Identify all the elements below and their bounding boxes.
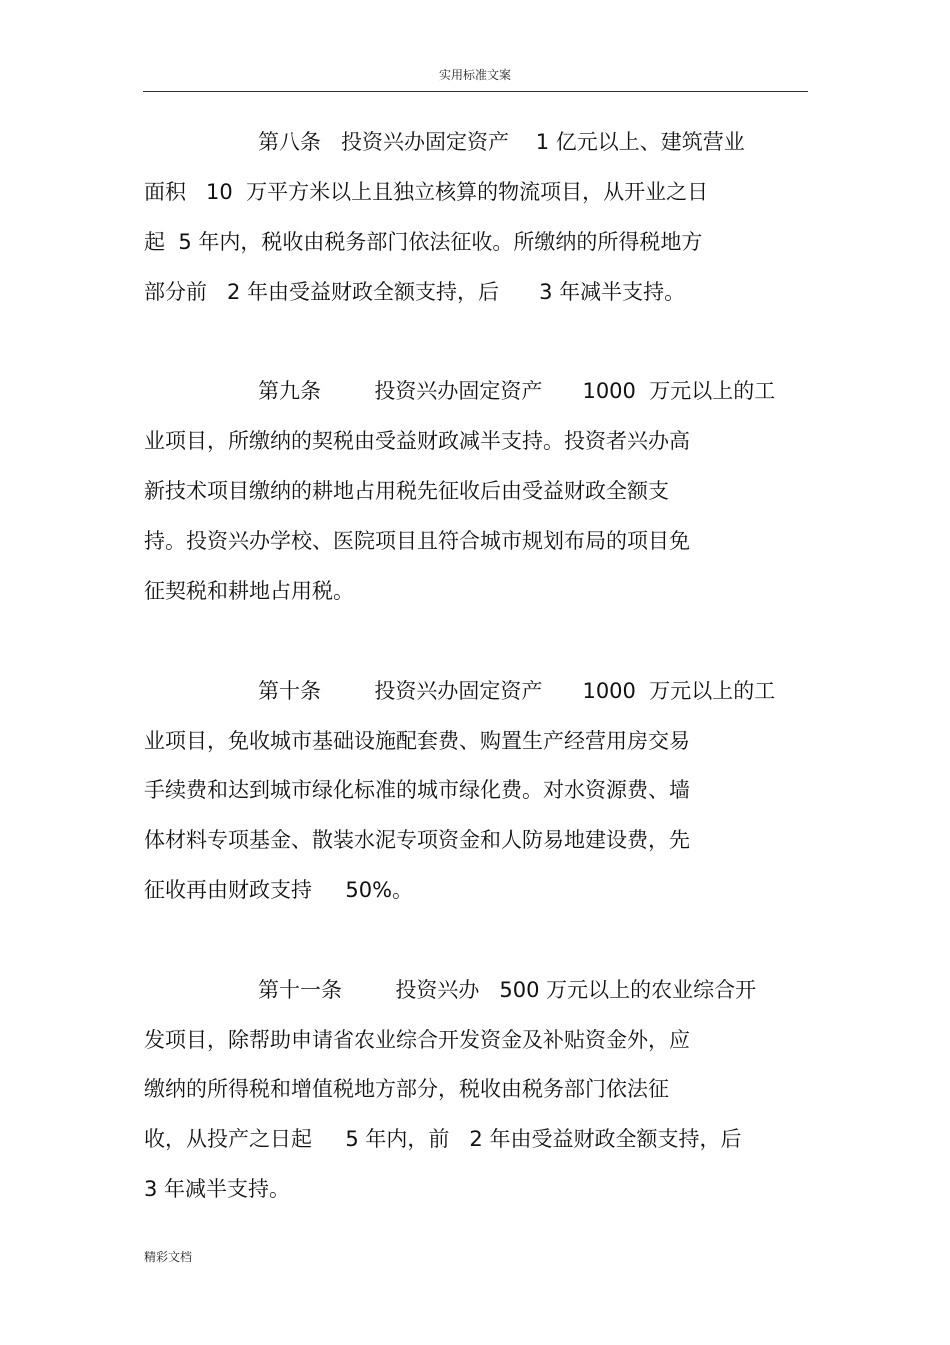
article-10-line-5: 征收再由财政支持 50%。 — [144, 878, 414, 902]
article-9-line-5: 征契税和耕地占用税。 — [144, 579, 354, 603]
article-9-line-1: 第九条 投资兴办固定资产 1000 万元以上的工 — [258, 379, 776, 403]
article-8-line-1: 第八条 投资兴办固定资产 1 亿元以上、建筑营业 — [258, 130, 745, 154]
header-title: 实用标准文案 — [438, 68, 511, 82]
article-10-line-4: 体材料专项基金、散装水泥专项资金和人防易地建设费，先 — [144, 828, 690, 852]
article-9-line-2: 业项目，所缴纳的契税由受益财政减半支持。投资者兴办高 — [144, 429, 690, 453]
article-11-line-2: 发项目，除帮助申请省农业综合开发资金及补贴资金外，应 — [144, 1028, 690, 1052]
article-9-line-3: 新技术项目缴纳的耕地占用税先征收后由受益财政全额支 — [144, 479, 669, 503]
article-11-line-5: 3 年减半支持。 — [144, 1177, 291, 1201]
article-8-line-2: 面积 10 万平方米以上且独立核算的物流项目，从开业之日 — [144, 180, 709, 204]
article-9-line-4: 持。投资兴办学校、医院项目且符合城市规划布局的项目免 — [144, 529, 690, 553]
article-8-line-4: 部分前 2 年由受益财政全额支持，后 3 年减半支持。 — [144, 280, 686, 304]
article-10-line-3: 手续费和达到城市绿化标准的城市绿化费。对水资源费、墙 — [144, 778, 690, 802]
article-10-line-1: 第十条 投资兴办固定资产 1000 万元以上的工 — [258, 679, 776, 703]
header-divider — [143, 91, 808, 92]
page-footer: 精彩文档 — [144, 1250, 193, 1264]
article-11-line-3: 缴纳的所得税和增值税地方部分，税收由税务部门依法征 — [144, 1077, 669, 1101]
article-10-line-2: 业项目，免收城市基础设施配套费、购置生产经营用房交易 — [144, 729, 690, 753]
article-8-line-3: 起 5 年内，税收由税务部门依法征收。所缴纳的所得税地方 — [144, 230, 703, 254]
article-11-line-4: 收，从投产之日起 5 年内，前 2 年由受益财政全额支持，后 — [144, 1127, 742, 1151]
article-11-line-1: 第十一条 投资兴办 500 万元以上的农业综合开 — [258, 978, 757, 1002]
